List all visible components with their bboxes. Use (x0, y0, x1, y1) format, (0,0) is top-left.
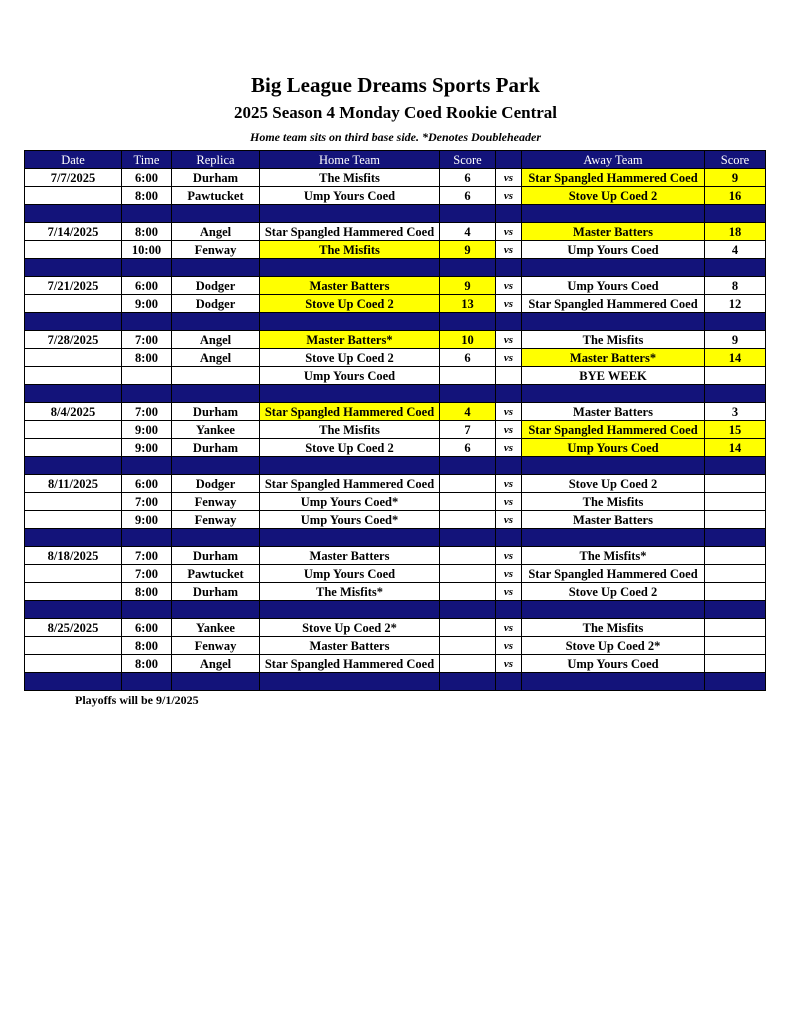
week-separator-row (25, 673, 766, 691)
table-row (25, 475, 766, 493)
separator-cell (25, 673, 122, 691)
game-time: 6:00 (122, 475, 172, 493)
vs-label: vs (496, 187, 522, 205)
separator-cell (172, 529, 260, 547)
home-team: The Misfits (260, 169, 440, 187)
away-score: 14 (705, 439, 766, 457)
game-date (25, 493, 122, 511)
home-team: The Misfits (260, 421, 440, 439)
game-time: 8:00 (122, 637, 172, 655)
home-score (440, 511, 496, 529)
vs-label: vs (496, 223, 522, 241)
game-time: 6:00 (122, 619, 172, 637)
away-score (705, 547, 766, 565)
table-row (25, 637, 766, 655)
home-team: Ump Yours Coed* (260, 511, 440, 529)
game-date (25, 349, 122, 367)
home-score: 10 (440, 331, 496, 349)
table-row (25, 277, 766, 295)
field-name: Fenway (172, 241, 260, 259)
table-row (25, 331, 766, 349)
home-team: Master Batters (260, 637, 440, 655)
home-score: 4 (440, 403, 496, 421)
game-date (25, 511, 122, 529)
home-score (440, 367, 496, 385)
field-name: Dodger (172, 277, 260, 295)
vs-label: vs (496, 169, 522, 187)
separator-cell (496, 205, 522, 223)
table-row (25, 169, 766, 187)
away-team: The Misfits (522, 331, 705, 349)
separator-cell (25, 385, 122, 403)
separator-cell (522, 259, 705, 277)
away-score: 4 (705, 241, 766, 259)
away-score (705, 475, 766, 493)
game-time: 7:00 (122, 403, 172, 421)
separator-cell (440, 529, 496, 547)
away-score (705, 511, 766, 529)
away-team: Master Batters* (522, 349, 705, 367)
game-time: 9:00 (122, 421, 172, 439)
vs-label: vs (496, 475, 522, 493)
away-score: 12 (705, 295, 766, 313)
game-date: 8/11/2025 (25, 475, 122, 493)
separator-cell (260, 385, 440, 403)
home-team: Star Spangled Hammered Coed (260, 223, 440, 241)
separator-cell (522, 385, 705, 403)
column-header-replica: Replica (172, 151, 260, 169)
vs-label: vs (496, 583, 522, 601)
schedule-body (25, 169, 766, 691)
away-score: 18 (705, 223, 766, 241)
separator-cell (705, 385, 766, 403)
away-score (705, 619, 766, 637)
home-score (440, 493, 496, 511)
away-team: BYE WEEK (522, 367, 705, 385)
separator-cell (122, 313, 172, 331)
away-team: The Misfits (522, 619, 705, 637)
home-score: 9 (440, 241, 496, 259)
schedule-table (24, 150, 766, 691)
vs-label: vs (496, 547, 522, 565)
away-score: 9 (705, 331, 766, 349)
game-time: 8:00 (122, 223, 172, 241)
table-row (25, 493, 766, 511)
home-score: 6 (440, 169, 496, 187)
game-time: 7:00 (122, 565, 172, 583)
week-separator-row (25, 529, 766, 547)
separator-cell (496, 673, 522, 691)
away-team: Master Batters (522, 511, 705, 529)
separator-cell (522, 205, 705, 223)
table-row (25, 421, 766, 439)
field-name: Dodger (172, 295, 260, 313)
vs-label: vs (496, 655, 522, 673)
vs-label: vs (496, 565, 522, 583)
separator-cell (122, 205, 172, 223)
game-time: 6:00 (122, 277, 172, 295)
away-team: Star Spangled Hammered Coed (522, 565, 705, 583)
field-name: Pawtucket (172, 187, 260, 205)
field-name (172, 367, 260, 385)
home-score: 13 (440, 295, 496, 313)
away-score: 16 (705, 187, 766, 205)
table-row (25, 511, 766, 529)
field-name: Durham (172, 169, 260, 187)
separator-cell (260, 205, 440, 223)
home-score: 7 (440, 421, 496, 439)
column-header-time: Time (122, 151, 172, 169)
away-score: 8 (705, 277, 766, 295)
separator-cell (25, 205, 122, 223)
table-row (25, 241, 766, 259)
away-team: The Misfits* (522, 547, 705, 565)
away-score (705, 637, 766, 655)
separator-cell (172, 313, 260, 331)
vs-label: vs (496, 439, 522, 457)
separator-cell (705, 529, 766, 547)
separator-cell (440, 601, 496, 619)
away-team: Master Batters (522, 223, 705, 241)
table-row (25, 547, 766, 565)
separator-cell (440, 673, 496, 691)
separator-cell (496, 457, 522, 475)
home-team: Stove Up Coed 2 (260, 295, 440, 313)
game-date (25, 655, 122, 673)
field-name: Yankee (172, 421, 260, 439)
separator-cell (172, 673, 260, 691)
separator-cell (705, 259, 766, 277)
page-title: Big League Dreams Sports Park (251, 73, 540, 97)
away-score (705, 493, 766, 511)
field-name: Durham (172, 403, 260, 421)
playoffs-note: Playoffs will be 9/1/2025 (75, 693, 199, 707)
home-team: Stove Up Coed 2* (260, 619, 440, 637)
away-team: Stove Up Coed 2* (522, 637, 705, 655)
game-date: 8/25/2025 (25, 619, 122, 637)
game-time: 7:00 (122, 547, 172, 565)
separator-cell (25, 601, 122, 619)
home-score: 4 (440, 223, 496, 241)
home-team: Star Spangled Hammered Coed (260, 475, 440, 493)
table-header-row (25, 151, 766, 169)
field-name: Durham (172, 439, 260, 457)
game-time: 10:00 (122, 241, 172, 259)
separator-cell (260, 259, 440, 277)
home-team: Master Batters (260, 277, 440, 295)
separator-cell (522, 457, 705, 475)
separator-cell (440, 457, 496, 475)
away-team: Ump Yours Coed (522, 439, 705, 457)
game-date (25, 187, 122, 205)
field-name: Angel (172, 655, 260, 673)
table-row (25, 223, 766, 241)
field-name: Dodger (172, 475, 260, 493)
game-date (25, 241, 122, 259)
table-row (25, 655, 766, 673)
field-name: Fenway (172, 637, 260, 655)
game-date (25, 565, 122, 583)
home-team: Master Batters (260, 547, 440, 565)
week-separator-row (25, 385, 766, 403)
vs-label: vs (496, 637, 522, 655)
separator-cell (122, 601, 172, 619)
vs-label: vs (496, 403, 522, 421)
week-separator-row (25, 259, 766, 277)
separator-cell (25, 529, 122, 547)
home-score (440, 475, 496, 493)
away-team: Stove Up Coed 2 (522, 187, 705, 205)
game-date (25, 583, 122, 601)
table-row (25, 187, 766, 205)
home-score (440, 547, 496, 565)
column-header-vs (496, 151, 522, 169)
home-team: Stove Up Coed 2 (260, 439, 440, 457)
away-score: 9 (705, 169, 766, 187)
game-time (122, 367, 172, 385)
separator-cell (496, 313, 522, 331)
separator-cell (440, 313, 496, 331)
separator-cell (260, 601, 440, 619)
separator-cell (705, 205, 766, 223)
vs-label: vs (496, 331, 522, 349)
home-score: 6 (440, 439, 496, 457)
table-row (25, 295, 766, 313)
vs-label: vs (496, 421, 522, 439)
vs-label: vs (496, 241, 522, 259)
separator-cell (172, 385, 260, 403)
away-score (705, 565, 766, 583)
away-team: Stove Up Coed 2 (522, 583, 705, 601)
game-time: 8:00 (122, 655, 172, 673)
away-score: 15 (705, 421, 766, 439)
game-date: 7/21/2025 (25, 277, 122, 295)
week-separator-row (25, 313, 766, 331)
column-header-date: Date (25, 151, 122, 169)
home-team: Stove Up Coed 2 (260, 349, 440, 367)
game-date: 8/4/2025 (25, 403, 122, 421)
field-name: Angel (172, 223, 260, 241)
week-separator-row (25, 601, 766, 619)
home-team: Ump Yours Coed (260, 565, 440, 583)
away-score (705, 367, 766, 385)
game-time: 9:00 (122, 511, 172, 529)
separator-cell (440, 385, 496, 403)
schedule-note: Home team sits on third base side. *Denotes Doubleheader (250, 130, 541, 144)
separator-cell (172, 601, 260, 619)
column-header-home-team: Home Team (260, 151, 440, 169)
separator-cell (260, 457, 440, 475)
separator-cell (260, 673, 440, 691)
page-subtitle: 2025 Season 4 Monday Coed Rookie Central (233, 103, 557, 122)
game-time: 8:00 (122, 187, 172, 205)
separator-cell (522, 673, 705, 691)
separator-cell (705, 673, 766, 691)
game-date: 7/7/2025 (25, 169, 122, 187)
game-date (25, 421, 122, 439)
field-name: Fenway (172, 511, 260, 529)
game-date: 8/18/2025 (25, 547, 122, 565)
separator-cell (260, 529, 440, 547)
away-team: Star Spangled Hammered Coed (522, 421, 705, 439)
game-time: 9:00 (122, 439, 172, 457)
separator-cell (705, 457, 766, 475)
home-score: 9 (440, 277, 496, 295)
field-name: Angel (172, 331, 260, 349)
home-team: Master Batters* (260, 331, 440, 349)
home-score (440, 565, 496, 583)
home-score (440, 619, 496, 637)
separator-cell (122, 259, 172, 277)
away-score (705, 655, 766, 673)
column-header-away-team: Away Team (522, 151, 705, 169)
game-time: 9:00 (122, 295, 172, 313)
home-team: Ump Yours Coed (260, 367, 440, 385)
vs-label: vs (496, 277, 522, 295)
away-team: Ump Yours Coed (522, 655, 705, 673)
away-score: 3 (705, 403, 766, 421)
vs-label: vs (496, 511, 522, 529)
table-row (25, 367, 766, 385)
vs-label (496, 367, 522, 385)
separator-cell (496, 385, 522, 403)
separator-cell (496, 601, 522, 619)
game-date (25, 367, 122, 385)
away-team: The Misfits (522, 493, 705, 511)
game-time: 8:00 (122, 583, 172, 601)
away-team: Ump Yours Coed (522, 241, 705, 259)
separator-cell (496, 259, 522, 277)
separator-cell (25, 457, 122, 475)
column-header-home-score: Score (440, 151, 496, 169)
field-name: Yankee (172, 619, 260, 637)
home-score: 6 (440, 187, 496, 205)
vs-label: vs (496, 349, 522, 367)
game-date: 7/28/2025 (25, 331, 122, 349)
home-score: 6 (440, 349, 496, 367)
separator-cell (122, 529, 172, 547)
away-score (705, 583, 766, 601)
away-team: Ump Yours Coed (522, 277, 705, 295)
away-team: Stove Up Coed 2 (522, 475, 705, 493)
separator-cell (705, 601, 766, 619)
away-team: Star Spangled Hammered Coed (522, 169, 705, 187)
game-time: 8:00 (122, 349, 172, 367)
week-separator-row (25, 457, 766, 475)
home-team: Star Spangled Hammered Coed (260, 655, 440, 673)
home-team: Star Spangled Hammered Coed (260, 403, 440, 421)
game-time: 7:00 (122, 493, 172, 511)
separator-cell (122, 385, 172, 403)
home-score (440, 637, 496, 655)
field-name: Fenway (172, 493, 260, 511)
vs-label: vs (496, 295, 522, 313)
separator-cell (496, 529, 522, 547)
table-row (25, 349, 766, 367)
table-row (25, 439, 766, 457)
game-date (25, 295, 122, 313)
separator-cell (25, 313, 122, 331)
game-time: 6:00 (122, 169, 172, 187)
separator-cell (172, 457, 260, 475)
vs-label: vs (496, 493, 522, 511)
field-name: Pawtucket (172, 565, 260, 583)
away-score: 14 (705, 349, 766, 367)
field-name: Angel (172, 349, 260, 367)
home-team: The Misfits (260, 241, 440, 259)
separator-cell (522, 313, 705, 331)
separator-cell (172, 205, 260, 223)
separator-cell (25, 259, 122, 277)
separator-cell (705, 313, 766, 331)
table-row (25, 565, 766, 583)
game-time: 7:00 (122, 331, 172, 349)
game-date (25, 439, 122, 457)
separator-cell (260, 313, 440, 331)
separator-cell (122, 673, 172, 691)
separator-cell (522, 529, 705, 547)
game-date: 7/14/2025 (25, 223, 122, 241)
field-name: Durham (172, 547, 260, 565)
table-row (25, 583, 766, 601)
column-header-away-score: Score (705, 151, 766, 169)
home-team: Ump Yours Coed (260, 187, 440, 205)
table-row (25, 619, 766, 637)
game-date (25, 637, 122, 655)
separator-cell (172, 259, 260, 277)
separator-cell (440, 205, 496, 223)
field-name: Durham (172, 583, 260, 601)
away-team: Master Batters (522, 403, 705, 421)
away-team: Star Spangled Hammered Coed (522, 295, 705, 313)
week-separator-row (25, 205, 766, 223)
home-team: The Misfits* (260, 583, 440, 601)
separator-cell (522, 601, 705, 619)
vs-label: vs (496, 619, 522, 637)
home-team: Ump Yours Coed* (260, 493, 440, 511)
separator-cell (122, 457, 172, 475)
table-row (25, 403, 766, 421)
home-score (440, 583, 496, 601)
home-score (440, 655, 496, 673)
separator-cell (440, 259, 496, 277)
